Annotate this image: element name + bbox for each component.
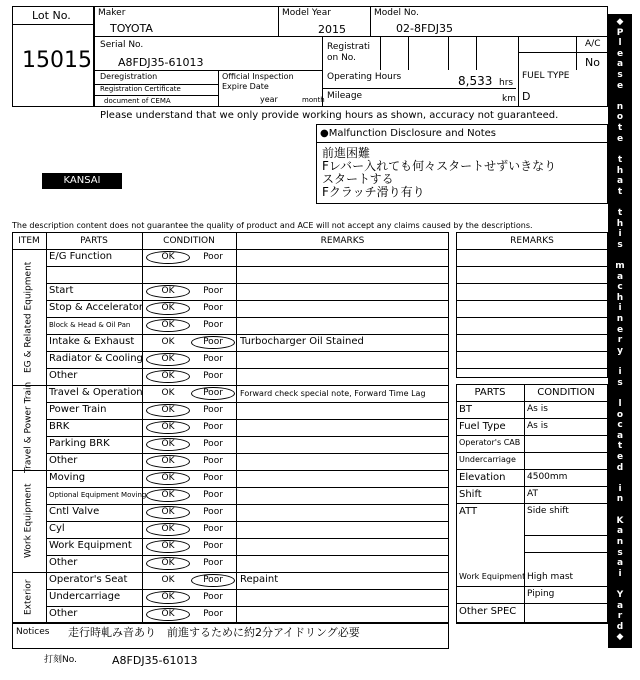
part-name: Operator's Seat	[49, 574, 128, 585]
registration-label: Registrati on No.	[327, 42, 371, 63]
serial-label: Serial No.	[100, 40, 144, 50]
part-name: Start	[49, 285, 74, 296]
spec-divider	[456, 435, 608, 436]
condition-ok: OK	[161, 252, 175, 262]
condition-ok: OK	[161, 371, 175, 381]
spec-header-parts: PARTS	[474, 387, 506, 398]
maker-value: TOYOTA	[110, 22, 153, 35]
spec-part: Shift	[459, 489, 482, 500]
reg-cert-label: Registration Certificate	[100, 85, 181, 93]
condition-ok: OK	[161, 439, 175, 449]
condition-circle	[146, 302, 190, 315]
condition-poor: Poor	[203, 405, 223, 415]
header-parts: PARTS	[80, 236, 108, 246]
spec-divider	[524, 535, 608, 536]
condition-ok: OK	[161, 575, 175, 585]
condition-poor: Poor	[203, 609, 223, 619]
part-name: Work Equipment	[49, 540, 132, 551]
region-badge-text: KANSAI	[63, 175, 101, 186]
model-year-value: 2015	[318, 23, 346, 36]
remarks-line	[456, 334, 608, 335]
row-divider	[46, 504, 449, 505]
row-divider	[46, 317, 449, 318]
part-name: Parking BRK	[49, 438, 110, 449]
row-divider	[46, 351, 449, 352]
condition-poor: Poor	[203, 507, 223, 517]
malfunction-title: ●Malfunction Disclosure and Notes	[320, 128, 497, 139]
hours-value: 8,533	[458, 74, 493, 88]
part-name: BRK	[49, 421, 70, 432]
spec-divider	[456, 503, 608, 504]
spec-value: As is	[527, 404, 548, 414]
fuel-label: FUEL TYPE	[522, 71, 570, 81]
condition-ok: OK	[161, 286, 175, 296]
month-label: month	[302, 96, 325, 104]
group-label: Travel & Power Train	[23, 381, 34, 474]
remarks-line	[456, 351, 608, 352]
condition-poor: Poor	[203, 575, 223, 585]
part-name: Block & Head & Oil Pan	[49, 321, 131, 329]
condition-circle	[146, 319, 190, 332]
condition-poor: Poor	[203, 422, 223, 432]
condition-circle	[146, 438, 190, 451]
part-name: Intake & Exhaust	[49, 336, 135, 347]
header-remarks-right: REMARKS	[510, 236, 554, 246]
condition-poor: Poor	[203, 371, 223, 381]
group-label: Work Equipment	[23, 483, 34, 559]
remark-text: Repaint	[240, 574, 279, 585]
condition-ok: OK	[161, 558, 175, 568]
part-name: Other	[49, 608, 78, 619]
spec-part: Elevation	[459, 472, 506, 483]
condition-circle	[191, 574, 235, 587]
row-divider	[46, 283, 449, 284]
spec-part: Operator's CAB	[459, 438, 521, 447]
inspection-label: Official Inspection Expire Date	[222, 72, 294, 91]
condition-circle	[146, 421, 190, 434]
part-name: Other	[49, 557, 78, 568]
remark-text: Turbocharger Oil Stained	[240, 336, 364, 347]
spec-divider	[456, 452, 608, 453]
condition-circle	[191, 336, 235, 349]
condition-circle	[146, 404, 190, 417]
malfunction-line: スタートする	[322, 172, 394, 186]
lot-label: Lot No.	[32, 9, 71, 22]
header-remarks: REMARKS	[320, 236, 365, 246]
condition-ok: OK	[161, 354, 175, 364]
part-name: Undercarriage	[49, 591, 121, 602]
condition-ok: OK	[161, 592, 175, 602]
group-label: EG & Related Equipment	[23, 261, 34, 373]
spec-divider	[456, 603, 608, 604]
spec-part: Undercarriage	[459, 455, 516, 464]
cema-label: document of CEMA	[104, 97, 171, 105]
spec-divider	[456, 486, 608, 487]
row-divider	[46, 334, 449, 335]
year-label: year	[260, 95, 278, 104]
part-name: Stop & Accelerator	[49, 302, 144, 313]
deregistration-label: Deregistration	[100, 72, 158, 81]
condition-poor: Poor	[203, 388, 223, 398]
condition-ok: OK	[161, 541, 175, 551]
condition-poor: Poor	[203, 456, 223, 466]
spec-divider	[456, 586, 524, 587]
remarks-line	[456, 368, 608, 369]
part-name: Moving	[49, 472, 86, 483]
row-divider	[46, 368, 449, 369]
spec-divider	[456, 469, 608, 470]
row-divider	[12, 385, 449, 386]
part-name: Cntl Valve	[49, 506, 100, 517]
condition-circle	[146, 557, 190, 570]
remarks-line	[456, 266, 608, 267]
maker-label: Maker	[98, 8, 126, 18]
condition-circle	[146, 370, 190, 383]
malfunction-line: Fクラッチ滑り有り	[322, 185, 425, 199]
row-divider	[12, 470, 449, 471]
group-label: Exterior	[23, 579, 34, 616]
hours-notice: Please understand that we only provide working hours as shown, accuracy not guaranteed.	[100, 110, 559, 121]
condition-ok: OK	[161, 388, 175, 398]
fuel-value: D	[522, 90, 531, 103]
condition-ok: OK	[161, 473, 175, 483]
condition-poor: Poor	[203, 524, 223, 534]
condition-ok: OK	[161, 609, 175, 619]
model-no-label: Model No.	[374, 8, 419, 18]
condition-poor: Poor	[203, 439, 223, 449]
condition-circle	[146, 506, 190, 519]
condition-circle	[146, 285, 190, 298]
spec-divider	[456, 401, 608, 402]
serial-value: A8FDJ35-61013	[118, 56, 204, 69]
condition-ok: OK	[161, 405, 175, 415]
part-name: Radiator & Cooling	[49, 353, 143, 364]
hours-unit: hrs	[499, 78, 514, 88]
remarks-box	[456, 232, 608, 378]
row-divider	[46, 521, 449, 522]
condition-circle	[146, 540, 190, 553]
row-divider	[46, 589, 449, 590]
row-divider	[46, 538, 449, 539]
part-name: Cyl	[49, 523, 65, 534]
condition-ok: OK	[161, 337, 175, 347]
condition-ok: OK	[161, 507, 175, 517]
region-badge	[42, 173, 122, 189]
condition-circle	[146, 251, 190, 264]
row-divider	[46, 453, 449, 454]
spec-part: BT	[459, 404, 472, 415]
condition-poor: Poor	[203, 558, 223, 568]
row-divider	[46, 266, 449, 267]
ac-value: No	[585, 56, 600, 69]
notices-text: 走行時軋み音あり 前進するために約2分アイドリング必要	[68, 626, 360, 639]
condition-poor: Poor	[203, 592, 223, 602]
spec-value: AT	[527, 489, 538, 499]
spec-part: Work Equipment	[459, 572, 526, 581]
model-no-value: 02-8FDJ35	[396, 22, 454, 35]
part-name: Power Train	[49, 404, 107, 415]
condition-ok: OK	[161, 422, 175, 432]
spec-value: 4500mm	[527, 472, 568, 482]
spec-part: ATT	[459, 506, 478, 517]
part-name: E/G Function	[49, 251, 113, 262]
spec-header-condition: CONDITION	[537, 387, 595, 398]
condition-poor: Poor	[203, 354, 223, 364]
condition-poor: Poor	[203, 252, 223, 262]
header-item: ITEM	[18, 236, 40, 246]
header-condition: CONDITION	[163, 236, 215, 246]
spec-divider	[524, 552, 608, 553]
spec-part: Other SPEC	[459, 606, 517, 617]
remarks-line	[456, 317, 608, 318]
condition-circle	[146, 489, 190, 502]
notices-label: Notices	[16, 627, 50, 637]
stamp-label: 打刻No.	[44, 655, 77, 665]
part-name: Optional Equipment Moving	[49, 491, 147, 499]
stamp-value: A8FDJ35-61013	[112, 654, 198, 667]
condition-circle	[146, 472, 190, 485]
condition-poor: Poor	[203, 320, 223, 330]
condition-circle	[146, 353, 190, 366]
row-divider	[46, 402, 449, 403]
mileage-label: Mileage	[327, 91, 363, 101]
condition-circle	[146, 591, 190, 604]
part-name: Travel & Operation	[49, 387, 143, 398]
spec-part: Fuel Type	[459, 421, 506, 432]
row-divider	[46, 419, 449, 420]
condition-poor: Poor	[203, 541, 223, 551]
spec-value: High mast	[527, 572, 574, 582]
condition-ok: OK	[161, 320, 175, 330]
condition-poor: Poor	[203, 337, 223, 347]
malfunction-line: 前進困難	[322, 146, 371, 160]
condition-ok: OK	[161, 303, 175, 313]
spec-value: Piping	[527, 589, 555, 599]
condition-circle	[146, 608, 190, 621]
spec-divider	[456, 623, 608, 624]
condition-circle	[146, 523, 190, 536]
condition-circle	[191, 387, 235, 400]
condition-poor: Poor	[203, 473, 223, 483]
row-divider	[46, 606, 449, 607]
model-year-label: Model Year	[282, 8, 331, 18]
row-divider	[46, 300, 449, 301]
spec-value: Side shift	[527, 506, 569, 516]
disclaimer: The description content does not guarantee the quality of product and ACE will not accept any claims caused by the descriptions.	[12, 221, 533, 230]
row-divider	[46, 555, 449, 556]
condition-poor: Poor	[203, 490, 223, 500]
row-divider	[12, 572, 449, 573]
part-name: Other	[49, 455, 78, 466]
lot-number: 15015	[22, 48, 92, 73]
condition-circle	[146, 455, 190, 468]
malfunction-line: Fレバー入れても何々スタートせずいきなり	[322, 159, 557, 173]
part-name: Other	[49, 370, 78, 381]
condition-ok: OK	[161, 524, 175, 534]
remarks-line	[456, 283, 608, 284]
condition-poor: Poor	[203, 303, 223, 313]
spec-value: As is	[527, 421, 548, 431]
mileage-unit: km	[502, 94, 516, 104]
condition-ok: OK	[161, 490, 175, 500]
condition-ok: OK	[161, 456, 175, 466]
condition-poor: Poor	[203, 286, 223, 296]
ac-label: A/C	[585, 39, 601, 49]
hours-label: Operating Hours	[327, 72, 402, 82]
spec-divider	[456, 418, 608, 419]
remark-text: Forward check special note, Forward Time Lag	[240, 389, 426, 398]
row-divider	[46, 436, 449, 437]
row-divider	[46, 487, 449, 488]
remarks-line	[456, 300, 608, 301]
